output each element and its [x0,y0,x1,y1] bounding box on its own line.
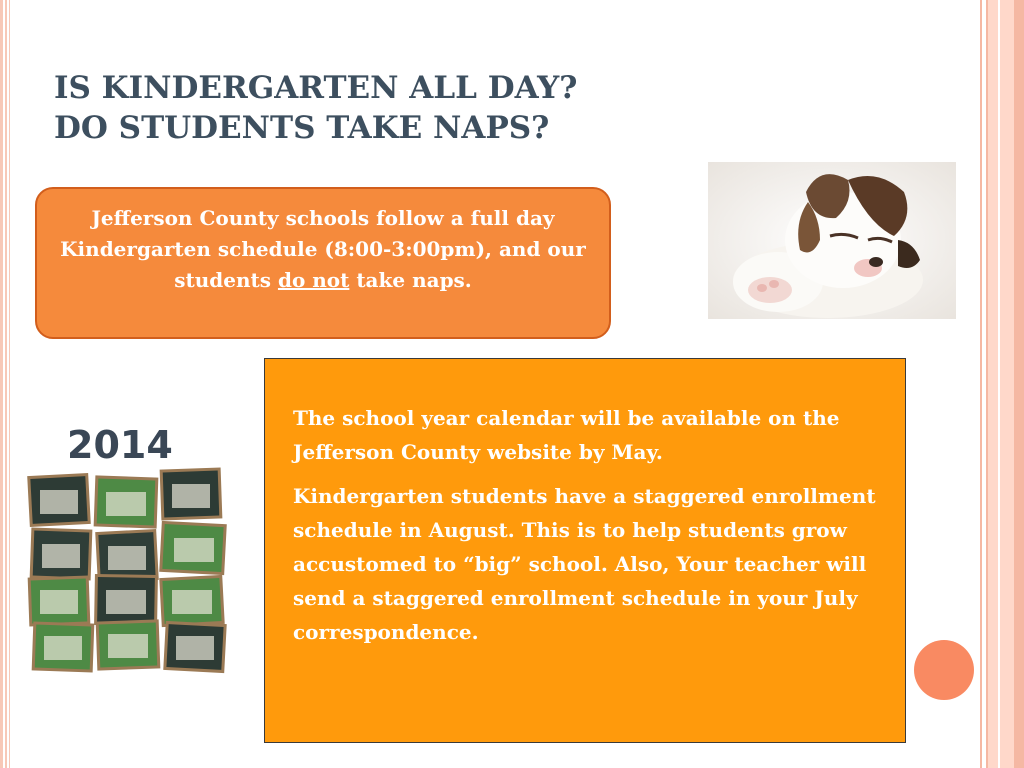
sleeping-puppy-image [708,162,956,319]
calendar-2014-image [22,418,232,676]
accent-circle [914,640,974,700]
enrollment-schedule-text: Kindergarten students have a staggered enrollment schedule in August. This is to help students grow accustomed to “big” school. Also, Your teacher will send a staggered enrollment schedule in your July correspondence. [293,484,876,644]
slide-title-line-1: IS KINDERGARTEN ALL DAY? [54,70,578,106]
right-border-inner-decoration [988,0,1014,768]
left-border-decoration [0,0,12,768]
slide-title-line-2: DO STUDENTS TAKE NAPS? [54,110,550,146]
schedule-callout [35,187,611,339]
calendar-info-box [264,358,906,743]
calendar-year-label: 2014 [67,423,173,467]
calendar-availability-text: The school year calendar will be available on the Jefferson County website by May. [293,406,840,464]
callout-emphasis: do not [277,268,350,292]
slide-title [54,68,577,148]
callout-text-end: take naps. [349,268,472,292]
callout-text: Jefferson County schools follow a full day Kindergarten schedule (8:00-3:00pm), and our students [60,206,586,292]
